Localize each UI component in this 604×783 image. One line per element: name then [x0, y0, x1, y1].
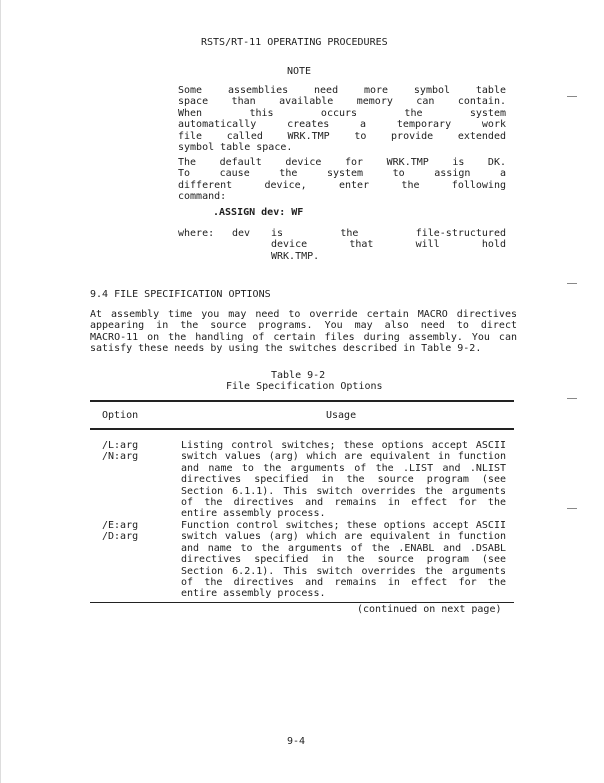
where-term: dev: [232, 228, 251, 239]
note-line: command:: [178, 191, 227, 203]
section-line: At assembly time you may need to override certain MACRO directives: [90, 309, 517, 320]
table-row-options: [102, 520, 138, 543]
note-line: symbol table space.: [178, 142, 293, 154]
usage-line: and name to the arguments of the .ENABL and .DSABL: [181, 542, 506, 554]
option-code: /L:arg: [102, 440, 139, 451]
note-line: When this occurs the system: [178, 107, 506, 119]
usage-line: entire assembly process.: [181, 508, 326, 520]
table-top-rule: [90, 400, 514, 402]
table-row-options: [102, 440, 138, 463]
section-line: appearing in the source programs. You may also need to direct: [90, 320, 517, 332]
assign-command: .ASSIGN dev: WF: [213, 207, 304, 218]
table-row-usage: [181, 520, 506, 600]
section-line: satisfy these needs by using the switches described in Table 9-2.: [90, 343, 482, 355]
note-line: automatically creates a temporary work: [178, 119, 506, 131]
note-line: The default device for WRK.TMP is DK.: [178, 157, 506, 168]
scan-edge: [0, 0, 1, 783]
change-bar: [567, 508, 577, 509]
usage-line: directives specified in the source program (see: [181, 554, 506, 566]
usage-line: Section 6.1.1). This switch overrides the arguments: [181, 485, 506, 497]
where-label: where:: [178, 228, 215, 239]
running-header: RSTS/RT-11 OPERATING PROCEDURES: [201, 37, 388, 48]
change-bar: [567, 283, 577, 284]
usage-line: directives specified in the source program (see: [181, 474, 506, 486]
usage-line: entire assembly process.: [181, 588, 326, 600]
column-header-option: Option: [102, 410, 139, 421]
note-line: Some assemblies need more symbol table: [178, 85, 506, 96]
section-line: MACRO-11 on the handling of certain files during assembly. You can: [90, 331, 517, 343]
option-code: /E:arg: [102, 520, 139, 531]
option-code: /D:arg: [102, 531, 139, 543]
where-line: is the file-structured: [271, 228, 506, 239]
table-row-usage: [181, 440, 506, 520]
usage-line: of the directives and remains in effect for the: [181, 497, 506, 509]
usage-line: and name to the arguments of the .LIST and .NLIST: [181, 462, 506, 474]
usage-line: switch values (arg) which are equivalent in function: [181, 531, 506, 543]
usage-line: switch values (arg) which are equivalent in function: [181, 451, 506, 463]
table-bottom-rule: [90, 602, 514, 603]
table-number: Table 9-2: [271, 370, 326, 381]
section-heading: 9.4 FILE SPECIFICATION OPTIONS: [90, 289, 271, 300]
page-number: 9-4: [287, 736, 306, 747]
section-paragraph: [90, 309, 517, 355]
note-line: different device, enter the following: [178, 179, 506, 191]
change-bar: [567, 398, 577, 399]
usage-line: of the directives and remains in effect for the: [181, 577, 506, 589]
where-line: WRK.TMP.: [271, 250, 320, 262]
table-header-rule: [90, 428, 514, 430]
continued-note: (continued on next page): [357, 604, 502, 615]
where-description: [271, 228, 506, 262]
note-heading: NOTE: [287, 66, 312, 77]
note-line: To cause the system to assign a: [178, 168, 506, 180]
note-line: space than available memory can contain.: [178, 96, 506, 108]
usage-line: Listing control switches; these options accept ASCII: [181, 440, 506, 451]
change-bar: [567, 96, 577, 97]
usage-line: Function control switches; these options accept ASCII: [181, 520, 506, 531]
table-caption: File Specification Options: [226, 381, 383, 392]
note-paragraph-1: [178, 85, 506, 153]
option-code: /N:arg: [102, 451, 139, 463]
column-header-usage: Usage: [326, 410, 357, 421]
where-line: device that will hold: [271, 239, 506, 251]
note-line: file called WRK.TMP to provide extended: [178, 130, 506, 142]
usage-line: Section 6.2.1). This switch overrides the arguments: [181, 565, 506, 577]
note-paragraph-2: [178, 157, 506, 203]
